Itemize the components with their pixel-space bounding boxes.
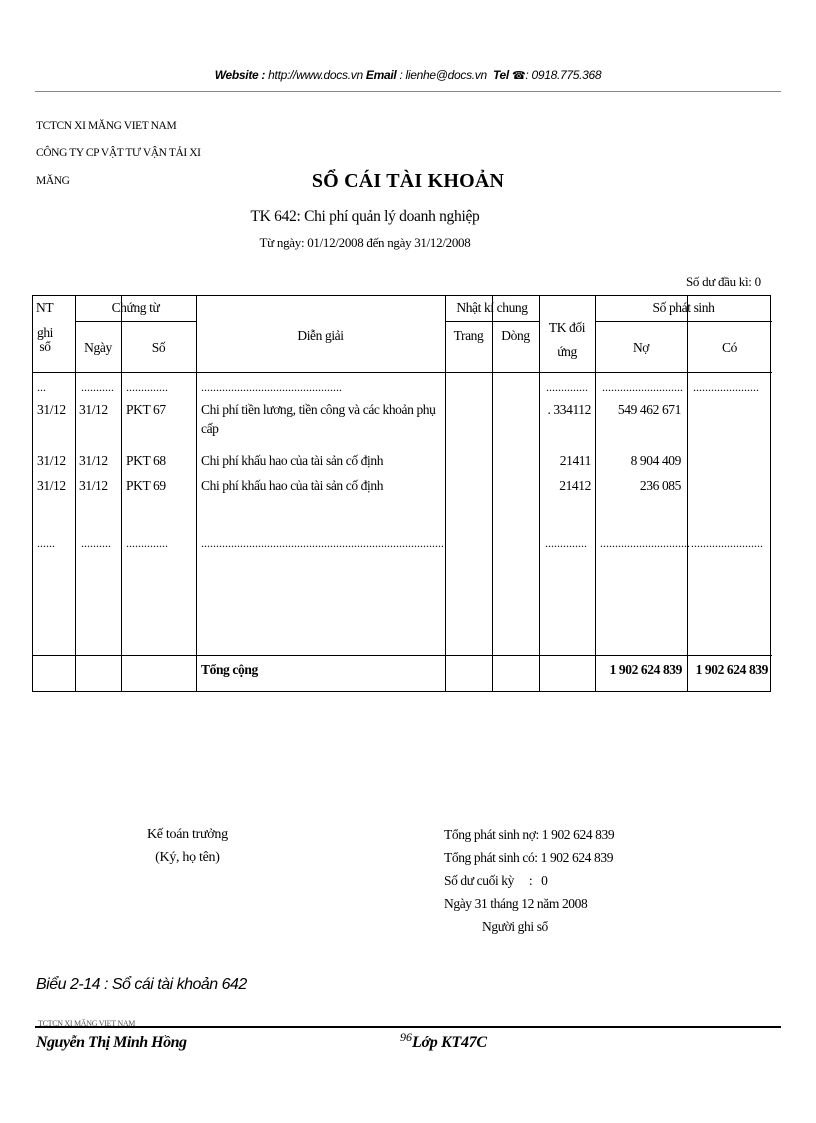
header-nt-sub: ghi sổ	[36, 325, 54, 354]
dots-credit-2: ........................	[691, 536, 763, 550]
row-number: PKT 69	[126, 478, 166, 493]
tel-label: Tel	[492, 68, 509, 82]
row-debit: 236 085	[639, 478, 681, 493]
dots-contra-2: ..............	[545, 536, 587, 550]
row-date: 31/12	[79, 478, 108, 493]
header-date: Ngày	[84, 340, 112, 355]
row-description: Chi phí khấu hao của tài sản cố định	[201, 478, 384, 493]
website-label: Website :	[214, 68, 266, 82]
total-label: Tổng cộng	[201, 662, 258, 677]
dots-number: ..............	[126, 380, 168, 394]
header-contra-account: TK đối ứng	[548, 320, 586, 359]
document-title: SỔ CÁI TÀI KHOẢN	[311, 170, 505, 192]
row-nt: 31/12	[37, 478, 66, 493]
row-contra: 21411	[559, 453, 591, 468]
dots-debit: ...........................	[602, 380, 683, 394]
figure-caption: Biểu 2-14 : Sổ cái tài khoản 642	[36, 976, 247, 993]
page-number: 96	[400, 1030, 412, 1044]
dots-date: ...........	[81, 380, 114, 394]
row-date: 31/12	[79, 453, 108, 468]
org-line-2: CÔNG TY CP VẬT TƯ VẬN TẢI XI	[36, 147, 201, 159]
author-name: Nguyễn Thị Minh Hồng	[36, 1034, 187, 1051]
footer-ghost-text: TCTCN XI MĂNG VIET NAM	[38, 1019, 136, 1028]
org-line-3: MĂNG	[36, 175, 70, 187]
dots-contra: ..............	[546, 380, 588, 394]
header-voucher: Chứng từ	[111, 300, 160, 315]
website-header	[0, 68, 816, 82]
org-line-1: TCTCN XI MĂNG VIET NAM	[36, 120, 177, 132]
row-nt: 31/12	[37, 402, 66, 417]
dots-description-2: .................................................................................	[201, 536, 444, 550]
dots-credit: ......................	[693, 380, 759, 394]
email-address[interactable]: : lienhe@docs.vn	[399, 68, 487, 82]
chief-accountant-block	[147, 823, 228, 869]
dots-nt-2: ......	[37, 536, 55, 550]
dots-date-2: ..........	[81, 536, 111, 550]
row-contra: . 334112	[547, 402, 591, 417]
class-name: Lớp KT47C	[412, 1034, 487, 1051]
header-page: Trang	[453, 328, 484, 343]
row-debit: 549 462 671	[617, 402, 681, 417]
row-description: Chi phí khấu hao của tài sản cố định	[201, 453, 384, 468]
total-credit: 1 902 624 839	[695, 662, 768, 677]
account-name: TK 642: Chi phí quản lý doanh nghiệp	[250, 208, 480, 225]
row-description: Chi phí tiền lương, tiền công và các khoản phụ	[201, 402, 436, 417]
ledger-table	[32, 295, 771, 692]
email-label: Email	[365, 68, 397, 82]
header-number: Số	[151, 340, 166, 355]
dots-number-2: ..............	[126, 536, 168, 550]
recorder-title: Người ghi sổ	[482, 919, 548, 934]
row-nt: 31/12	[37, 453, 66, 468]
header-nt: NT	[36, 300, 54, 315]
row-number: PKT 67	[126, 402, 166, 417]
header-amount: Số phát sinh	[652, 300, 715, 315]
total-credit-line: Tổng phát sinh có: 1 902 624 839	[444, 850, 614, 865]
dots-debit-2: ..............................	[600, 536, 690, 550]
header-journal: Nhật kí chung	[456, 300, 528, 315]
dots-nt: ...	[37, 380, 46, 394]
period: Từ ngày: 01/12/2008 đến ngày 31/12/2008	[259, 235, 471, 250]
header-divider	[35, 91, 781, 92]
row-date: 31/12	[79, 402, 108, 417]
summary-block	[444, 823, 614, 938]
closing-balance: Số dư cuối kỳ : 0	[444, 873, 548, 888]
row-number: PKT 68	[126, 453, 166, 468]
phone-icon: ☎	[512, 70, 526, 82]
total-debit-line: Tổng phát sinh nợ: 1 902 624 839	[444, 827, 615, 842]
footer-divider	[35, 1026, 781, 1028]
chief-accountant-title: Kế toán trưởng	[147, 827, 228, 842]
header-description: Diễn giải	[297, 328, 344, 343]
row-debit: 8 904 409	[630, 453, 681, 468]
dots-description: ...............................................	[201, 380, 342, 394]
tel-number: : 0918.775.368	[525, 68, 602, 82]
opening-balance: Số dư đầu kì: 0	[686, 274, 761, 289]
chief-accountant-note: (Ký, họ tên)	[155, 850, 220, 865]
header-line: Dòng	[501, 328, 530, 343]
header-debit: Nợ	[632, 340, 650, 355]
total-debit: 1 902 624 839	[609, 662, 682, 677]
row-description-cont: cấp	[201, 421, 219, 436]
row-contra: 21412	[559, 478, 591, 493]
website-url[interactable]: http://www.docs.vn	[268, 68, 363, 82]
header-credit: Có	[722, 340, 737, 355]
date-line: Ngày 31 tháng 12 năm 2008	[444, 896, 588, 911]
